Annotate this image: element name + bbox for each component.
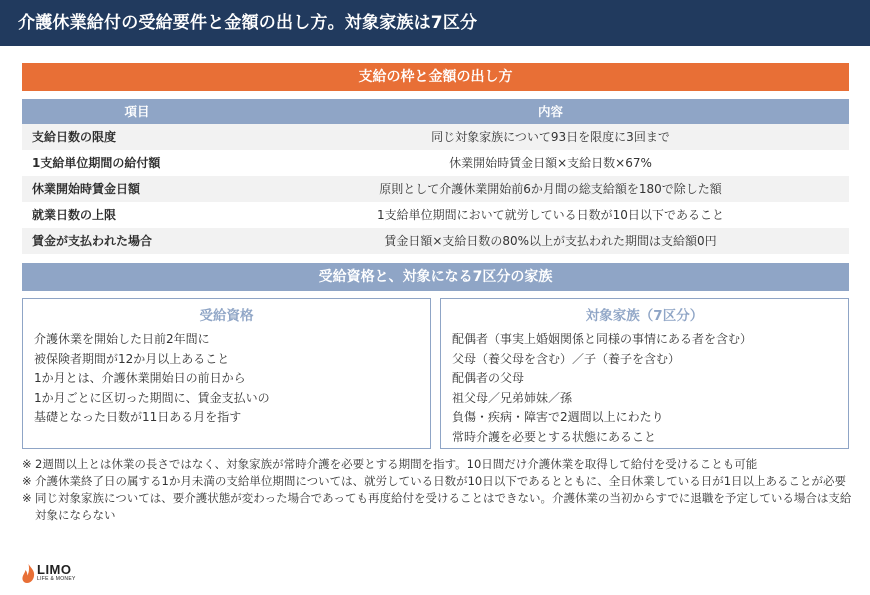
footnote-mark: ※ (22, 474, 32, 488)
footnotes (22, 456, 852, 524)
eligibility-list (23, 330, 430, 428)
row-item-label: 1支給単位期間の給付額 (32, 156, 161, 170)
page-header (0, 0, 870, 46)
footnote-text: 2週間以上とは休業の長さではなく、対象家族が常時介護を必要とする期間を指す。10日間だけ介護休業を取得して給付を受けることも可能 (35, 457, 758, 471)
list-item: 祖父母／兄弟姉妹／孫 (452, 390, 573, 405)
footnote (22, 456, 852, 473)
footnote-text: 同じ対象家族については、要介護状態が変わった場合であっても再度給付を受けることはできない。介護休業の当初からすでに退職を予定している場合は支給対象にならない (35, 491, 852, 522)
row-item-content: 同じ対象家族について93日を限度に3回まで (431, 130, 670, 144)
list-item: 配偶者の父母 (452, 371, 525, 385)
row-item-content: 原則として介護休業開始前6か月間の総支給額を180で除した額 (379, 182, 722, 196)
table-row (22, 228, 849, 254)
section-title-payment: 支給の枠と金額の出し方 (22, 63, 849, 91)
row-item-label: 就業日数の上限 (32, 208, 117, 222)
footnote-mark: ※ (22, 491, 32, 505)
column-header-item: 項目 (124, 104, 150, 119)
row-item-content: 休業開始時賃金日額×支給日数×67% (449, 156, 652, 170)
table-body (22, 124, 849, 254)
logo-tagline: LIFE & MONEY (37, 576, 76, 582)
family-box-title: 対象家族（7区分） (585, 308, 704, 324)
footnote (22, 490, 852, 524)
payment-table (22, 99, 849, 254)
list-item: 父母（養父母を含む）／子（養子を含む） (452, 351, 681, 366)
table-row (22, 176, 849, 202)
footnote (22, 473, 852, 490)
table-row (22, 124, 849, 150)
list-item: 常時介護を必要とする状態にあること (452, 429, 657, 444)
list-item: 配偶者（事実上婚姻関係と同様の事情にある者を含む） (452, 332, 753, 346)
limo-flame-icon (22, 564, 35, 584)
list-item: 1か月ごとに区切った期間に、賃金支払いの (34, 390, 270, 405)
list-item: 1か月とは、介護休業開始日の前日から (34, 371, 246, 385)
footnote-mark: ※ (22, 457, 32, 471)
row-item-label: 賃金が支払われた場合 (32, 234, 153, 248)
table-row (22, 150, 849, 176)
footnote-text: 介護休業終了日の属する1か月未満の支給単位期間については、就労している日数が10日以下であるとともに、全日休業している日が1日以上あることが必要 (35, 474, 847, 488)
table-header (22, 99, 849, 124)
family-list (441, 330, 848, 447)
logo-name: LIMO (37, 562, 72, 577)
table-row (22, 202, 849, 228)
list-item: 基礎となった日数が11日ある月を指す (34, 410, 242, 424)
list-item: 被保険者期間が12か月以上あること (34, 351, 230, 366)
section-title-eligibility: 受給資格と、対象になる7区分の家族 (22, 263, 849, 291)
page-title: 介護休業給付の受給要件と金額の出し方。対象家族は7区分 (18, 13, 478, 33)
eligibility-box-title: 受給資格 (199, 308, 254, 324)
limo-logo (22, 563, 92, 587)
row-item-label: 休業開始時賃金日額 (32, 182, 141, 196)
row-item-label: 支給日数の限度 (32, 130, 117, 144)
list-item: 負傷・疾病・障害で2週間以上にわたり (452, 410, 664, 424)
column-header-content: 内容 (537, 104, 563, 119)
list-item: 介護休業を開始した日前2年間に (34, 332, 210, 346)
row-item-content: 1支給単位期間において就労している日数が10日以下であること (377, 208, 724, 222)
row-item-content: 賃金日額×支給日数の80%以上が支払われた期間は支給額0円 (384, 234, 717, 248)
family-box (440, 298, 849, 449)
eligibility-box (22, 298, 431, 449)
